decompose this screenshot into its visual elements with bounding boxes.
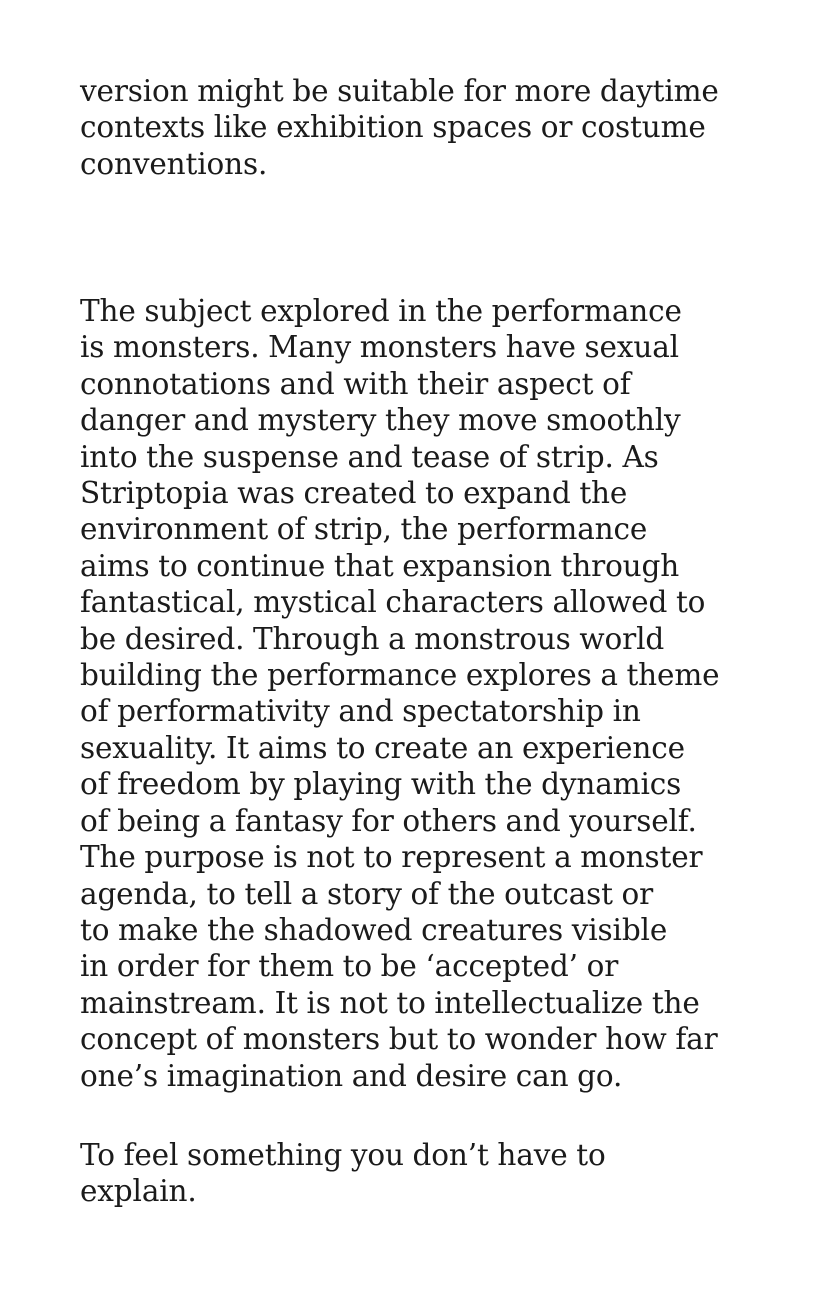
text-line: conventions. <box>80 146 268 181</box>
text-line: Striptopia was created to expand the <box>80 476 628 511</box>
text-line: building the performance explores a theme <box>80 658 720 693</box>
text-line: of freedom by playing with the dynamics <box>80 767 682 802</box>
text-line: mainstream. It is not to intellectualize the <box>80 985 700 1020</box>
text-line: The subject explored in the performance <box>80 294 682 328</box>
text-line: be desired. Through a monstrous world <box>80 621 665 656</box>
text-line: aims to continue that expansion through <box>80 548 680 583</box>
text-line: of performativity and spectatorship in <box>80 694 641 729</box>
text-line: contexts like exhibition spaces or costume <box>80 110 706 145</box>
text-line: environment of strip, the performance <box>80 512 648 547</box>
text-line: into the suspense and tease of strip. As <box>80 439 659 474</box>
text-line: connotations and with their aspect of <box>80 366 631 401</box>
text-line: To feel something you don’t have to <box>80 1138 606 1172</box>
text-line: sexuality. It aims to create an experience <box>80 730 685 765</box>
text-line: is monsters. Many monsters have sexual <box>80 330 679 365</box>
text-line: The purpose is not to represent a monster <box>80 840 703 875</box>
text-line: concept of monsters but to wonder how far <box>80 1022 718 1057</box>
text-line: agenda, to tell a story of the outcast or <box>80 876 654 911</box>
text-line: to make the shadowed creatures visible <box>80 912 668 947</box>
text-line: fantastical, mystical characters allowed to <box>80 585 706 620</box>
text-line: in order for them to be ‘accepted’ or <box>80 949 619 984</box>
text-line: of being a fantasy for others and yourself. <box>80 803 697 838</box>
text-line: version might be suitable for more daytime <box>80 74 719 108</box>
paragraph-subject <box>80 293 719 1094</box>
text-line: danger and mystery they move smoothly <box>80 403 681 438</box>
text-line: one’s imagination and desire can go. <box>80 1058 623 1093</box>
text-line: explain. <box>80 1174 197 1209</box>
paragraph-intro-continuation <box>80 73 719 182</box>
paragraph-closing <box>80 1137 606 1210</box>
